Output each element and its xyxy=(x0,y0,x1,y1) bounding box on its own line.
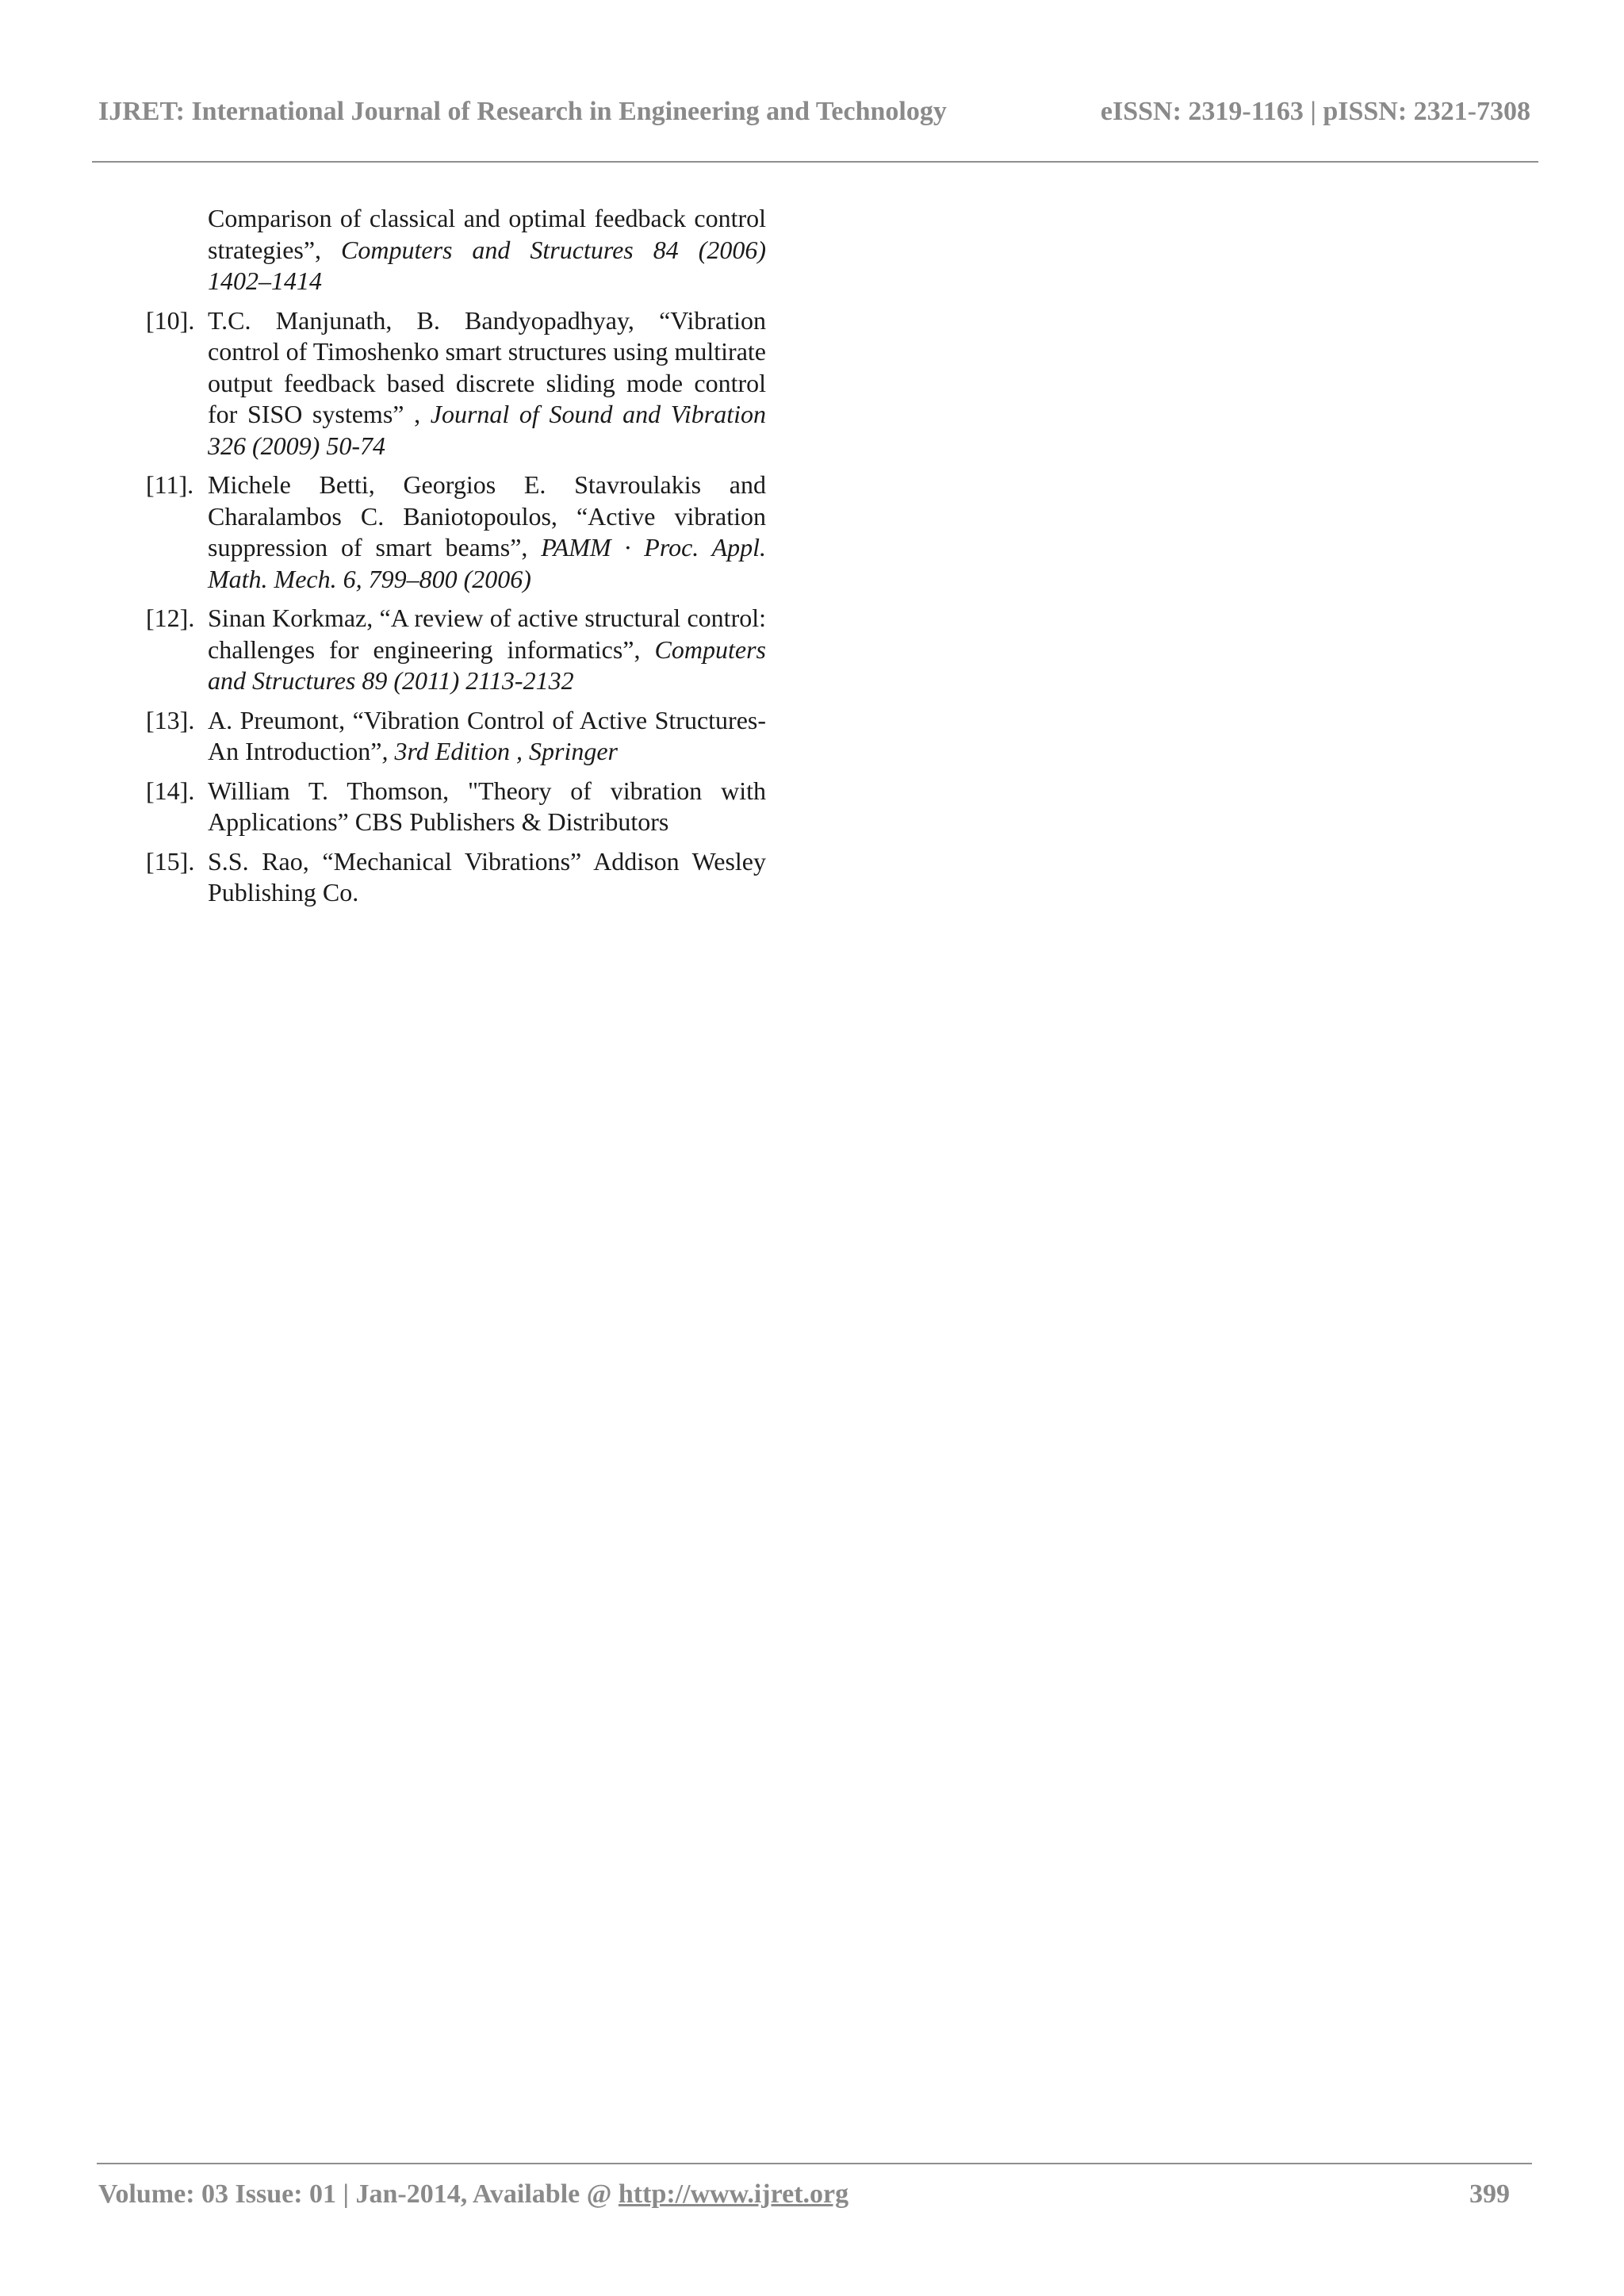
reference-number: [12]. xyxy=(146,604,195,632)
reference-text: S.S. Rao, “Mechanical Vibrations” Addison Wesley Publishing Co. xyxy=(208,846,766,907)
reference-number: [14]. xyxy=(146,776,195,805)
reference-number: [11]. xyxy=(146,470,194,499)
page-number: 399 xyxy=(1469,2179,1510,2209)
footer-divider xyxy=(97,2163,1532,2164)
reference-text: Comparison of classical and optimal feedback control strategies”, xyxy=(208,204,766,264)
reference-text: Sinan Korkmaz, “A review of active structural control: challenges for engineering informatics”, xyxy=(208,604,766,664)
reference-list xyxy=(146,203,766,917)
reference-source: Journal of Sound and Vibration 326 (2009) 50-74 xyxy=(208,400,767,460)
reference-text: A. Preumont, “Vibration Control of Active Structures-An Introduction” xyxy=(208,705,766,765)
reference-item xyxy=(146,846,766,909)
reference-item xyxy=(146,470,766,595)
journal-link[interactable]: http://www.ijret.org xyxy=(618,2179,849,2209)
journal-title: IJRET: International Journal of Research in Engineering and Technology xyxy=(98,97,947,126)
reference-number: [15]. xyxy=(146,846,195,876)
reference-item xyxy=(146,305,766,462)
reference-source: Computers and Structures 89 (2011) 2113-2132 xyxy=(208,634,766,695)
reference-source: PAMM · Proc. Appl. Math. Mech. 6, 799–800 (2006) xyxy=(208,533,767,593)
reference-number: [10]. xyxy=(146,305,195,335)
reference-source: , 3rd Edition , Springer xyxy=(381,737,618,765)
reference-item xyxy=(146,705,766,768)
reference-text: T.C. Manjunath, B. Bandyopadhyay, “Vibration control of Timoshenko smart structures using multirate output feedback based discrete sliding mode control for SISO systems” , xyxy=(208,305,766,428)
reference-text: Michele Betti, Georgios E. Stavroulakis and Charalambos C. Baniotopoulos, “Active vibration suppression of smart beams”, xyxy=(208,470,766,562)
reference-item xyxy=(146,603,766,697)
reference-item xyxy=(146,776,766,838)
header-divider xyxy=(92,161,1538,163)
reference-source: Computers and Structures 84 (2006) 1402–1414 xyxy=(208,235,767,295)
reference-number: [13]. xyxy=(146,705,195,734)
page-footer xyxy=(98,2179,1510,2210)
issn-info: eISSN: 2319-1163 | pISSN: 2321-7308 xyxy=(1100,97,1530,126)
issue-info xyxy=(98,2179,848,2210)
reference-text: William T. Thomson, "Theory of vibration with Applications” CBS Publishers & Distributors xyxy=(208,776,766,836)
page-header xyxy=(98,97,1530,127)
volume-text: Volume: 03 Issue: 01 | Jan-2014, Available @ xyxy=(98,2179,619,2209)
reference-item xyxy=(146,203,766,297)
